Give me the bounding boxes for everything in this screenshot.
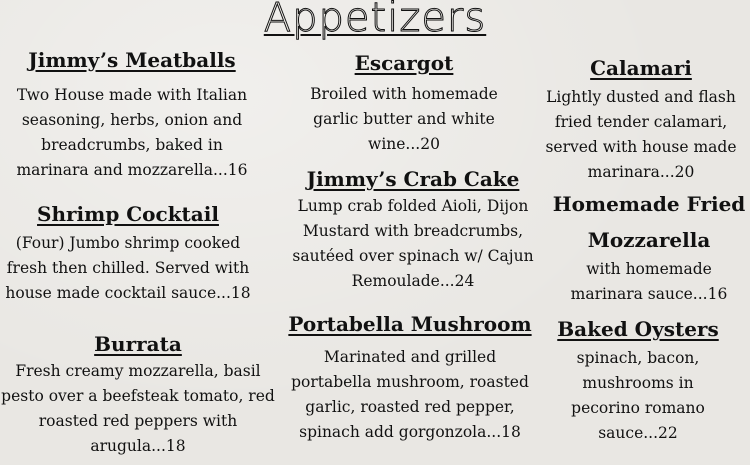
item-name: Homemade Fried [552,192,746,216]
menu-item-jimmys-crab-cake [282,166,544,294]
item-description: Marinated and grilled portabella mushroom, roasted garlic, roasted red pepper, spinach add gorgonzola...18 [291,348,529,441]
item-name: Jimmy’s Meatballs [28,48,236,72]
item-description: Lightly dusted and flash fried tender calamari, served with house made marinara...20 [545,88,737,181]
menu-item-homemade-fried-mozzarella [548,191,750,307]
menu-item-baked-oysters [548,316,728,446]
item-description: Two House made with Italian seasoning, herbs, onion and breadcrumbs, baked in marinara and mozzarella...16 [16,86,248,179]
menu-item-jimmys-meatballs [4,47,260,183]
item-name: Burrata [94,332,182,356]
item-description: Fresh creamy mozzarella, basil pesto over a beefsteak tomato, red roasted red peppers with arugula...18 [1,362,275,455]
menu-item-escargot [298,50,510,157]
menu-title: Appetizers [263,0,487,41]
item-name: Baked Oysters [557,317,719,341]
item-description: (Four) Jumbo shrimp cooked fresh then chilled. Served with house made cocktail sauce...18 [5,234,251,302]
item-name: Portabella Mushroom [288,312,532,336]
item-description: Broiled with homemade garlic butter and white wine...20 [310,85,498,153]
item-name: Shrimp Cocktail [37,202,219,226]
item-description: with homemade marinara sauce...16 [570,260,728,303]
menu-item-burrata [0,331,276,459]
menu-item-shrimp-cocktail [0,201,256,306]
item-description: spinach, bacon, mushrooms in pecorino romano sauce...22 [571,349,705,442]
menu-item-calamari [536,55,746,185]
item-name: Jimmy’s Crab Cake [306,167,520,191]
item-name: Escargot [354,51,454,75]
item-name-line2: Mozzarella [587,228,711,252]
item-name: Calamari [590,56,692,80]
menu-item-portabella-mushroom [282,311,538,445]
item-description: Lump crab folded Aioli, Dijon Mustard with breadcrumbs, sautéed over spinach w/ Cajun Remoulade...24 [292,197,534,290]
